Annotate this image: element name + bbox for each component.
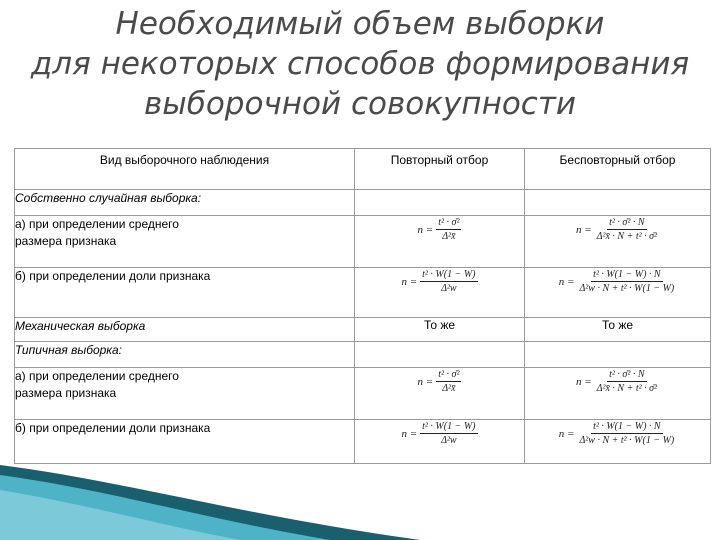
formula-cell: n = $\frac{\text{t² · W(1 − W) · N}}{\text{Δ²w · N + t² · W(1 − W)}}$	[525, 420, 711, 464]
table-row	[15, 420, 711, 464]
formula-cell: n = $\frac{\text{t² · W(1 − W)}}{\text{Δ²w}}$	[355, 420, 525, 464]
header-norepeat: Бесповторный отбор	[525, 149, 711, 190]
wave-dark	[0, 465, 420, 540]
wave-light	[0, 475, 330, 540]
same-repeat: То же	[355, 318, 525, 342]
row-random-title: Собственно случайная выборка:	[15, 190, 355, 216]
row-random-mean: а) при определении среднего размера признака	[15, 216, 355, 268]
header-repeat: Повторный отбор	[355, 149, 525, 190]
formula-cell: n = $\frac{\text{t² · σ̄² · N}}{\text{Δ²x̄ · N + t² · σ̄²}}$	[525, 368, 711, 420]
same-norepeat: То же	[525, 318, 711, 342]
table-row	[15, 268, 711, 318]
table-row	[15, 368, 711, 420]
row-mechanical: Механическая выборка	[15, 318, 355, 342]
table-row	[15, 190, 711, 216]
row-typical-mean: а) при определении среднего размера признака	[15, 368, 355, 420]
table-header-row	[15, 149, 711, 190]
formula-cell: n = $\frac{\text{t² · W(1 − W) · N}}{\text{Δ²w · N + t² · W(1 − W)}}$	[525, 268, 711, 318]
formula-cell: n = $\frac{\text{t² · σ̄² · N}}{\text{Δ²x̄ · N + t² · σ̄²}}$	[525, 216, 711, 268]
decorative-wave	[0, 460, 720, 540]
slide-title	[0, 4, 720, 124]
header-kind: Вид выборочного наблюдения	[15, 149, 355, 190]
table-row	[15, 216, 711, 268]
table-row	[15, 318, 711, 342]
wave-highlight	[0, 490, 240, 540]
row-typical-share: б) при определении доли признака	[15, 420, 355, 464]
row-typical-title: Типичная выборка:	[15, 342, 355, 368]
title-line-2: для некоторых способов формирования	[30, 46, 690, 82]
title-line-1: Необходимый объем выборки	[115, 6, 605, 42]
formula-cell: n = $\frac{\text{t² · W(1 − W)}}{\text{Δ²w}}$	[355, 268, 525, 318]
title-line-3: выборочной совокупности	[143, 86, 577, 122]
table-row	[15, 342, 711, 368]
formula-cell: n = $\frac{\text{t² · σ̄²}}{\text{Δ²x̄}}$	[355, 368, 525, 420]
row-random-share: б) при определении доли признака	[15, 268, 355, 318]
sample-size-table	[14, 148, 711, 464]
formula-cell: n = $\frac{\text{t² · σ̄²}}{\text{Δ²x̄}}$	[355, 216, 525, 268]
